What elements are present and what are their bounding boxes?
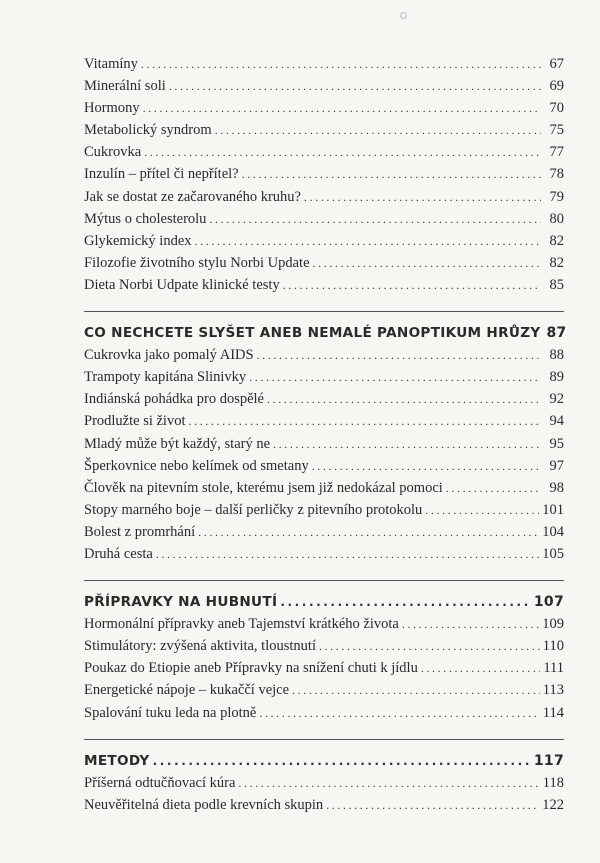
page-number: 117 (533, 752, 564, 769)
dot-leader (421, 657, 540, 679)
page-number: 69 (549, 78, 564, 95)
page-number: 92 (549, 391, 564, 408)
page-number: 85 (549, 276, 564, 293)
page-number: 94 (549, 413, 564, 430)
section-heading-title: METODY (84, 752, 150, 769)
section-heading-title: PŘÍPRAVKY NA HUBNUTÍ (84, 594, 278, 611)
entry-title: Energetické nápoje – kukaččí vejce (84, 682, 290, 699)
toc-entry (84, 433, 564, 455)
section-heading (84, 591, 564, 613)
page-number: 110 (542, 638, 564, 655)
entry-title: Mladý může být každý, starý ne (84, 435, 271, 452)
page-number: 70 (549, 100, 564, 117)
dot-leader (304, 186, 541, 208)
page-number: 105 (542, 545, 564, 562)
dot-leader (425, 499, 539, 521)
table-of-contents (84, 53, 567, 816)
page-number: 89 (549, 369, 564, 386)
dot-leader (169, 75, 541, 97)
toc-entry (84, 388, 564, 410)
dot-leader (153, 750, 531, 772)
page-number: 78 (549, 166, 564, 183)
toc-entry (84, 613, 564, 635)
dot-leader (198, 521, 539, 543)
entry-title: Vitamíny (84, 56, 138, 72)
toc-entry (84, 521, 564, 543)
dot-leader (280, 591, 531, 613)
section-heading-title: CO NECHCETE SLYŠET ANEB NEMALÉ PANOPTIKUM HRŮZY (84, 325, 541, 342)
page-number: 118 (542, 774, 564, 791)
toc-entry (84, 53, 564, 75)
entry-title: Dieta Norbi Udpate klinické testy (84, 276, 280, 293)
section-heading (84, 322, 567, 344)
dot-leader (319, 635, 540, 657)
toc-entry (84, 702, 564, 724)
dot-leader (141, 53, 541, 75)
dot-leader (242, 163, 541, 185)
dot-leader (238, 772, 539, 794)
dot-leader (273, 433, 541, 455)
toc-entry (84, 794, 564, 816)
entry-title: Prodlužte si život (84, 413, 186, 430)
entry-title: Trampoty kapitána Slinivky (84, 369, 247, 386)
toc-entry (84, 635, 564, 657)
toc-entry (84, 119, 564, 141)
page-number: 109 (542, 616, 564, 633)
page-number: 113 (542, 682, 564, 699)
entry-title: Druhá cesta (84, 545, 153, 562)
entry-title: Cukrovka (84, 144, 142, 161)
page-number: 98 (549, 479, 564, 496)
dot-leader (215, 119, 541, 141)
dot-leader (259, 702, 539, 724)
entry-title: Glykemický index (84, 232, 192, 249)
page-number: 122 (542, 796, 564, 813)
page-number: 95 (549, 435, 564, 452)
dot-leader (402, 613, 539, 635)
dot-leader (326, 794, 539, 816)
toc-entry (84, 679, 564, 701)
entry-title: Metabolický syndrom (84, 122, 212, 139)
toc-entry (84, 543, 564, 565)
page-number: 77 (549, 144, 564, 161)
dot-leader (189, 410, 542, 432)
toc-entry (84, 252, 564, 274)
page-number: 87 (546, 325, 567, 342)
dot-leader (156, 543, 539, 565)
toc-entry (84, 186, 564, 208)
corner-mark (400, 12, 407, 19)
page-number: 82 (549, 232, 564, 249)
dot-leader (144, 141, 541, 163)
toc-entry (84, 208, 564, 230)
entry-title: Stopy marného boje – další perličky z pitevního protokolu (84, 501, 423, 518)
dot-leader (249, 366, 541, 388)
dot-leader (292, 679, 540, 701)
page-number: 107 (533, 594, 564, 611)
entry-title: Minerální soli (84, 78, 166, 95)
dot-leader (143, 97, 541, 119)
entry-title: Spalování tuku leda na plotně (84, 704, 257, 721)
toc-entry (84, 657, 564, 679)
entry-title: Šperkovnice nebo kelímek od smetany (84, 457, 309, 474)
entry-title: Hormonální přípravky aneb Tajemství krátkého života (84, 616, 399, 633)
dot-leader (209, 208, 541, 230)
page-number: 75 (549, 122, 564, 139)
toc-entry (84, 477, 564, 499)
toc-entry (84, 230, 564, 252)
toc-entry (84, 410, 564, 432)
entry-title: Neuvěřitelná dieta podle krevních skupin (84, 796, 324, 813)
page-number: 82 (549, 254, 564, 271)
toc-entry (84, 772, 564, 794)
dot-leader (312, 455, 541, 477)
entry-title: Filozofie životního stylu Norbi Update (84, 254, 310, 271)
entry-title: Poukaz do Etiopie aneb Přípravky na snížení chuti k jídlu (84, 660, 418, 677)
entry-title: Mýtus o cholesterolu (84, 210, 207, 227)
entry-title: Stimulátory: zvýšená aktivita, tloustnutí (84, 638, 316, 655)
dot-leader (283, 274, 541, 296)
entry-title: Příšerná odtučňovací kúra (84, 774, 236, 791)
entry-title: Hormony (84, 100, 140, 117)
page-number: 88 (549, 347, 564, 364)
dot-leader (257, 344, 541, 366)
entry-title: Indiánská pohádka pro dospělé (84, 391, 264, 408)
toc-entry (84, 163, 564, 185)
page-number: 101 (542, 501, 564, 518)
toc-entry (84, 366, 564, 388)
page-number: 67 (549, 56, 564, 72)
toc-entry (84, 499, 564, 521)
entry-title: Člověk na pitevním stole, kterému jsem již nedokázal pomoci (84, 479, 443, 496)
page-number: 114 (542, 704, 564, 721)
entry-title: Cukrovka jako pomalý AIDS (84, 347, 254, 364)
toc-entry (84, 75, 564, 97)
dot-leader (446, 477, 541, 499)
dot-leader (267, 388, 541, 410)
dot-leader (195, 230, 541, 252)
dot-leader (313, 252, 541, 274)
toc-entry (84, 141, 564, 163)
toc-entry (84, 344, 564, 366)
page-number: 79 (549, 188, 564, 205)
page-number: 97 (549, 457, 564, 474)
entry-title: Jak se dostat ze začarovaného kruhu? (84, 188, 301, 205)
page-number: 104 (542, 523, 564, 540)
page-number: 80 (549, 210, 564, 227)
toc-entry (84, 97, 564, 119)
toc-entry (84, 274, 564, 296)
entry-title: Bolest z promrhání (84, 523, 196, 540)
toc-entry (84, 455, 564, 477)
entry-title: Inzulín – přítel či nepřítel? (84, 166, 239, 183)
section-heading (84, 750, 564, 772)
page-number: 111 (543, 660, 564, 677)
